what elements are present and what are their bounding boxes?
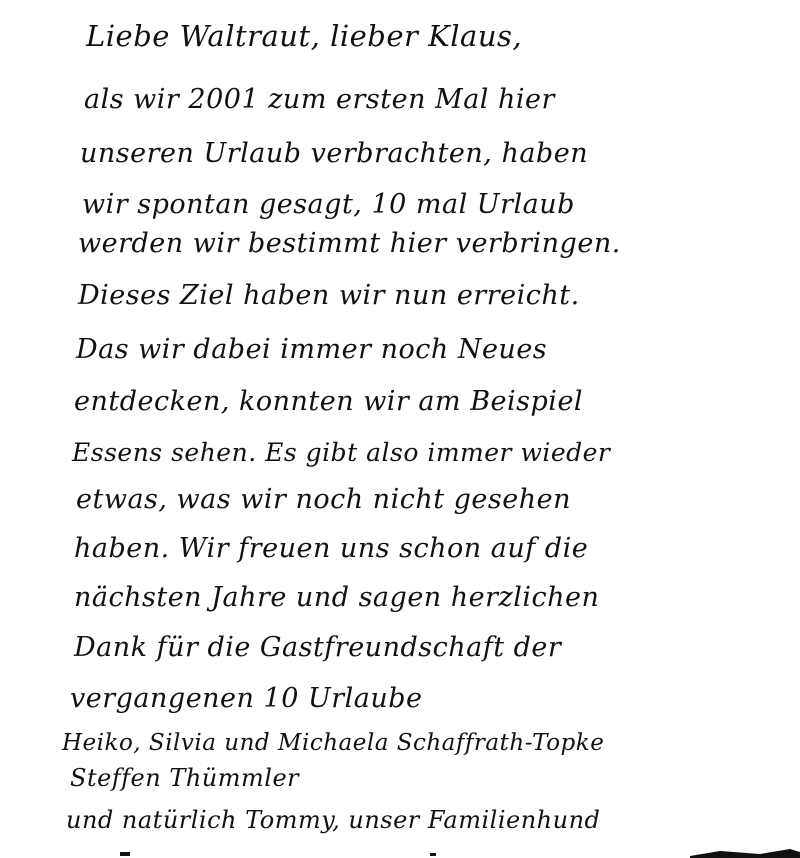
letter-line: haben. Wir freuen uns schon auf die — [74, 533, 589, 564]
signature-line: und natürlich Tommy, unser Familienhund — [66, 806, 601, 834]
letter-line: vergangenen 10 Urlaube — [70, 683, 423, 714]
signature-line: Heiko, Silvia und Michaela Schaffrath-Topke — [62, 730, 605, 756]
letter-line: Das wir dabei immer noch Neues — [76, 334, 548, 365]
letter-line: nächsten Jahre und sagen herzlichen — [74, 582, 600, 613]
signature-line: Steffen Thümmler — [70, 764, 300, 792]
letter-line: als wir 2001 zum ersten Mal hier — [84, 84, 555, 115]
letter-line: Dieses Ziel haben wir nun erreicht. — [78, 280, 580, 311]
letter-line: etwas, was wir noch nicht gesehen — [76, 484, 571, 515]
letter-line: entdecken, konnten wir am Beispiel — [74, 386, 584, 417]
salutation: Liebe Waltraut, lieber Klaus, — [86, 19, 523, 53]
letter-line: werden wir bestimmt hier verbringen. — [78, 228, 621, 259]
letter-line: Dank für die Gastfreundschaft der — [74, 632, 562, 663]
letter-line: Essens sehen. Es gibt also immer wieder — [72, 438, 611, 467]
letter-line: wir spontan gesagt, 10 mal Urlaub — [82, 189, 575, 220]
scan-edge-marks — [0, 846, 800, 858]
letter-line: unseren Urlaub verbrachten, haben — [80, 138, 589, 169]
